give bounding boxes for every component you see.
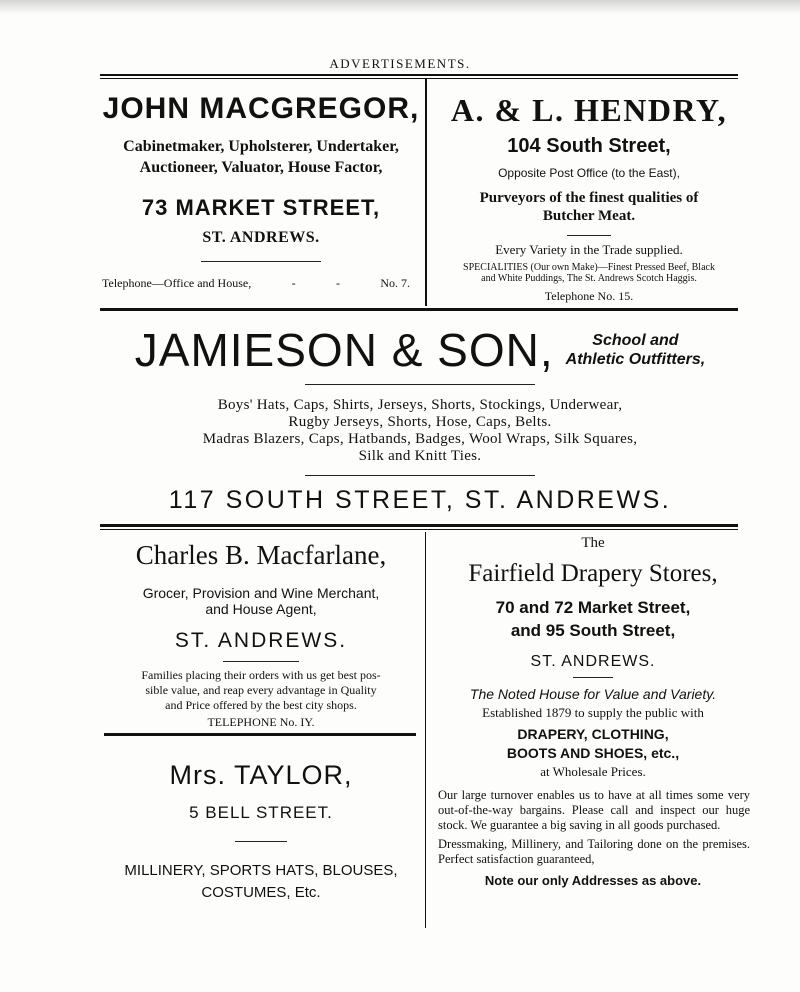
macfarlane-note-2: sible value, and reap every advantage in Quality — [145, 683, 377, 697]
ad-fairfield — [428, 535, 758, 888]
macfarlane-name: Charles B. Macfarlane, — [135, 540, 387, 570]
ad-maccregor — [100, 92, 422, 291]
hendry-divider — [567, 235, 611, 236]
jamieson-divider-1 — [305, 384, 535, 385]
maccregor-address: 73 MARKET STREET, — [141, 195, 381, 220]
hendry-address: 104 South Street, — [507, 135, 671, 157]
jamieson-goods-2: Rugby Jerseys, Shorts, Hose, Caps, Belts. — [288, 414, 552, 430]
maccregor-divider — [201, 261, 321, 262]
column-divider-bottom — [425, 532, 426, 928]
ad-taylor — [100, 760, 422, 901]
top-rule-thin — [100, 78, 738, 79]
taylor-goods-1: MILLINERY, SPORTS HATS, BLOUSES, — [124, 862, 398, 879]
macfarlane-trade-2: and House Agent, — [205, 601, 317, 617]
macfarlane-note-1: Families placing their orders with us get best pos- — [141, 668, 381, 682]
jamieson-goods-1: Boys' Hats, Caps, Shirts, Jerseys, Shorts, Stockings, Underwear, — [217, 397, 623, 413]
taylor-divider — [235, 841, 287, 842]
fairfield-goods-2: BOOTS AND SHOES, etc., — [506, 745, 680, 761]
fairfield-turnover-text: Our large turnover enables us to have at all times some very out-of-the-way bargains. Please call and inspect our huge stock. We guarantee a big saving in all goods purchased. — [438, 788, 750, 832]
macfarlane-divider — [223, 661, 299, 662]
jamieson-goods-4: Silk and Knitt Ties. — [358, 448, 482, 464]
maccregor-trades-1: Cabinetmaker, Upholsterer, Undertaker, — [123, 138, 399, 155]
jamieson-address: 117 SOUTH STREET, ST. ANDREWS. — [168, 486, 672, 514]
fairfield-prices: at Wholesale Prices. — [540, 764, 646, 779]
page-edge-shadow — [0, 0, 800, 14]
rule-above-jamieson — [100, 308, 738, 311]
fairfield-established: Established 1879 to supply the public with — [482, 705, 704, 720]
hendry-variety: Every Variety in the Trade supplied. — [495, 242, 683, 257]
hendry-purveyors-1: Purveyors of the finest qualities of — [479, 190, 699, 206]
jamieson-tagline-1: School and — [592, 332, 679, 349]
maccregor-town: ST. ANDREWS. — [202, 229, 320, 246]
maccregor-name: JOHN MACGREGOR, — [102, 92, 420, 125]
jamieson-divider-2 — [305, 475, 535, 476]
macfarlane-note-3: and Price offered by the best city shops. — [165, 698, 357, 712]
hendry-specialities-1: SPECIALITIES (Our own Make)—Finest Pressed Beef, Black — [463, 262, 715, 273]
fairfield-the: The — [581, 535, 605, 551]
maccregor-telephone-dash-1: - — [291, 276, 296, 290]
fairfield-dressmaking-text: Dressmaking, Millinery, and Tailoring done on the premises. Perfect satisfaction guaranteed, — [438, 837, 750, 866]
column-divider-top — [425, 78, 427, 306]
maccregor-telephone-label: Telephone—Office and House, — [102, 276, 252, 290]
maccregor-telephone-number: No. 7. — [380, 276, 410, 290]
fairfield-divider — [573, 677, 613, 678]
rule-under-macfarlane — [104, 733, 416, 736]
hendry-name: A. & L. HENDRY, — [450, 92, 728, 128]
fairfield-address-1: 70 and 72 Market Street, — [495, 598, 691, 617]
ad-macfarlane — [100, 540, 422, 730]
rule-above-lower — [100, 524, 738, 527]
hendry-purveyors-2: Butcher Meat. — [542, 208, 636, 224]
taylor-goods-2: COSTUMES, Etc. — [201, 884, 321, 901]
fairfield-address-2: and 95 South Street, — [510, 621, 676, 640]
hendry-location: Opposite Post Office (to the East), — [498, 166, 680, 180]
fairfield-goods-1: DRAPERY, CLOTHING, — [517, 726, 669, 742]
fairfield-turnover — [428, 788, 758, 833]
ad-jamieson — [100, 320, 740, 520]
macfarlane-town: ST. ANDREWS. — [174, 629, 348, 652]
hendry-telephone: Telephone No. 15. — [544, 289, 634, 303]
page-header: ADVERTISEMENTS. — [329, 56, 471, 71]
taylor-address: 5 BELL STREET. — [189, 803, 333, 822]
hendry-specialities-2: and White Puddings, The St. Andrews Scotch Haggis. — [481, 273, 697, 284]
fairfield-dressmaking — [428, 837, 758, 867]
maccregor-telephone — [100, 276, 422, 291]
jamieson-tagline — [566, 331, 706, 369]
macfarlane-trade-1: Grocer, Provision and Wine Merchant, — [142, 585, 380, 601]
macfarlane-telephone: TELEPHONE No. IY. — [207, 715, 315, 729]
taylor-name: Mrs. TAYLOR, — [169, 760, 353, 790]
jamieson-goods-3: Madras Blazers, Caps, Hatbands, Badges, Wool Wraps, Silk Squares, — [202, 431, 638, 447]
maccregor-telephone-dash-2: - — [335, 276, 340, 290]
top-rule — [100, 74, 738, 76]
fairfield-motto: The Noted House for Value and Variety. — [469, 686, 717, 702]
rule-above-lower-thin — [100, 529, 738, 530]
fairfield-note: Note our only Addresses as above. — [484, 873, 702, 888]
fairfield-town: ST. ANDREWS. — [530, 653, 656, 670]
ad-hendry — [428, 92, 750, 304]
maccregor-trades-2: Auctioneer, Valuator, House Factor, — [139, 159, 383, 176]
jamieson-name: JAMIESON & SON, — [134, 324, 554, 376]
jamieson-tagline-2: Athletic Outfitters, — [565, 351, 706, 368]
fairfield-name: Fairfield Drapery Stores, — [468, 560, 718, 587]
